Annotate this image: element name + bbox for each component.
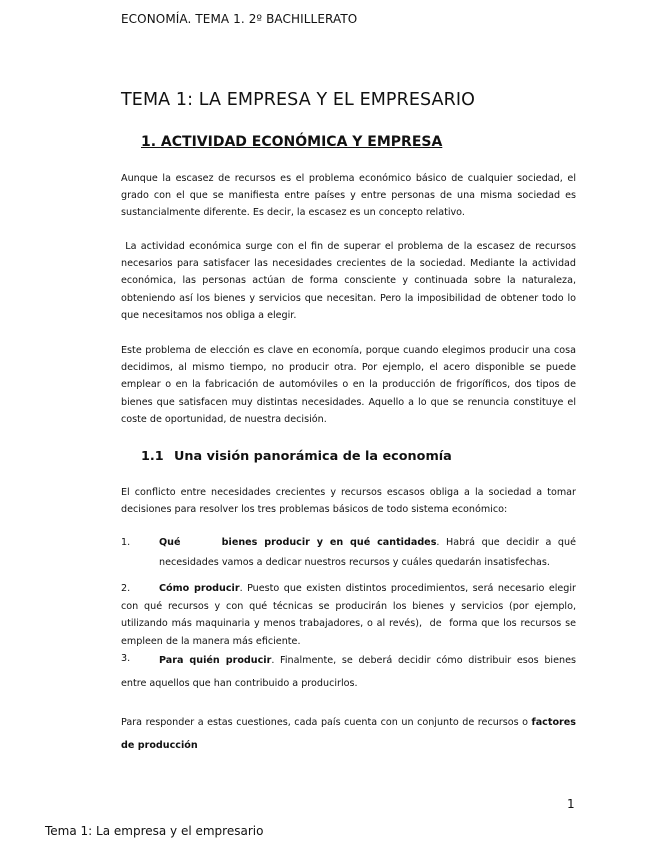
list-item-bold: Qué bienes producir y en qué cantidades xyxy=(159,537,437,548)
list-item-rest: . Puesto que existen distintos procedimientos, será necesario elegir con qué recursos y con qué técnicas se producirán los bienes y servicios (por ejemplo, utilizando más maquinaria y menos trabajadores, o al revés), de forma que los recursos se empleen de la manera más eficiente. xyxy=(121,583,580,647)
page-number: 1 xyxy=(567,797,575,811)
list-item-number: 1. xyxy=(121,537,131,548)
page-footer: Tema 1: La empresa y el empresario xyxy=(45,824,264,838)
subsection-title: Una visión panorámica de la economía xyxy=(174,449,452,464)
paragraph-escasez: Aunque la escasez de recursos es el problema económico básico de cualquier sociedad, el grado con el que se manifiesta entre países y entre personas de una misma sociedad es sustancialmente diferente. Es decir, la escasez es un concepto relativo. xyxy=(121,173,576,219)
section-heading-actividad-economica: 1. ACTIVIDAD ECONÓMICA Y EMPRESA xyxy=(141,134,443,150)
document-title: TEMA 1: LA EMPRESA Y EL EMPRESARIO xyxy=(121,90,475,110)
list-item-text xyxy=(121,533,576,572)
list-item-rest: . Finalmente, se deberá decidir cómo distribuir esos bienes entre aquellos que han contribuido a producirlos. xyxy=(121,655,576,689)
subsection-heading-vision-panoramica xyxy=(141,449,452,464)
closing-text: Para responder a estas cuestiones, cada país cuenta con un conjunto de recursos o xyxy=(121,717,532,728)
list-item-rest: . Habrá que decidir a qué necesidades vamos a dedicar nuestros recursos y cuáles quedarán insatisfechas. xyxy=(159,537,576,568)
closing-bold: factores de producción xyxy=(121,717,576,751)
list-item-text xyxy=(121,649,576,695)
list-item-bold: Para quién producir xyxy=(159,655,272,666)
list-item-number: 2. xyxy=(121,583,131,594)
paragraph-factores xyxy=(121,711,576,757)
paragraph-actividad-economica: La actividad económica surge con el fin de superar el problema de la escasez de recursos necesarios para satisfacer las necesidades crecientes de la sociedad. Mediante la actividad económica, las personas actúan de forma consciente y continuada sobre la naturaleza, obteniendo así los bienes y servicios que necesitan. Pero la imposibilidad de obtener todo lo que necesitamos nos obliga a elegir. xyxy=(121,241,580,321)
list-item-text xyxy=(121,580,580,650)
list-item-bold: Cómo producir xyxy=(159,583,240,594)
list-item xyxy=(121,533,576,572)
paragraph-conflicto: El conflicto entre necesidades crecientes y recursos escasos obliga a la sociedad a tomar decisiones para resolver los tres problemas básicos de todo sistema económico: xyxy=(121,487,576,516)
page-header: ECONOMÍA. TEMA 1. 2º BACHILLERATO xyxy=(121,12,358,26)
list-item xyxy=(121,649,576,695)
list-item-number: 3. xyxy=(121,653,131,664)
paragraph-eleccion: Este problema de elección es clave en economía, porque cuando elegimos producir una cosa decidimos, al mismo tiempo, no producir otra. Por ejemplo, el acero disponible se puede emplear o en la fabricación de automóviles o en la producción de frigoríficos, dos tipos de bienes que satisfacen muy distintas necesidades. Aquello a lo que se renuncia constituye el coste de oportunidad, de nuestra decisión. xyxy=(121,345,576,425)
list-item xyxy=(121,580,580,650)
subsection-number: 1.1 xyxy=(141,449,164,464)
